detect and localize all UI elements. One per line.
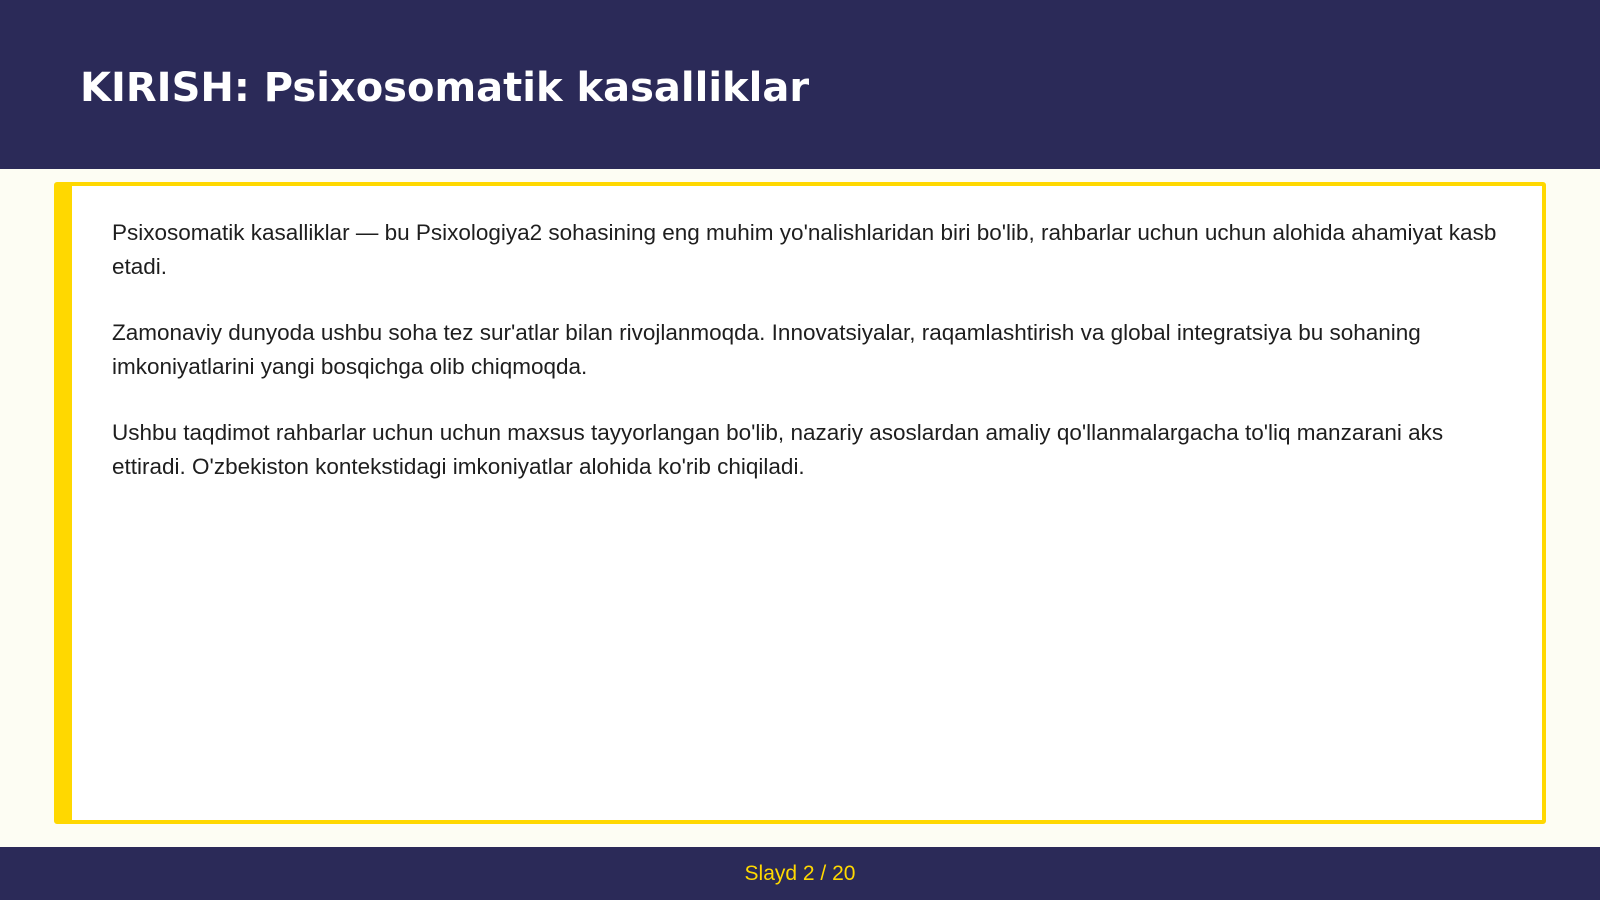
slide-header [0,0,1600,169]
presentation-purpose-paragraph: Ushbu taqdimot rahbarlar uchun uchun maxsus tayyorlangan bo'lib, nazariy asoslardan amaliy qo'llanmalargacha to'liq manzarani aks ettiradi. O'zbekiston kontekstidagi imkoniyatlar alohida ko'rib chiqiladi. [112,420,1444,479]
development-paragraph: Zamonaviy dunyoda ushbu soha tez sur'atlar bilan rivojlanmoqda. Innovatsiyalar, raqamlashtirish va global integratsiya bu sohaning imkoniyatlarini yangi bosqichga olib chiqmoqda. [112,320,1421,379]
intro-paragraph: Psixosomatik kasalliklar — bu Psixologiya2 sohasining eng muhim yo'nalishlaridan biri bo'lib, rahbarlar uchun uchun alohida ahamiyat kasb etadi. [112,220,1497,279]
slide-counter: Slayd 2 / 20 [744,862,856,885]
content-card [54,182,1546,824]
slide-title: KIRISH: Psixosomatik kasalliklar [80,65,810,111]
slide-footer [0,847,1600,900]
